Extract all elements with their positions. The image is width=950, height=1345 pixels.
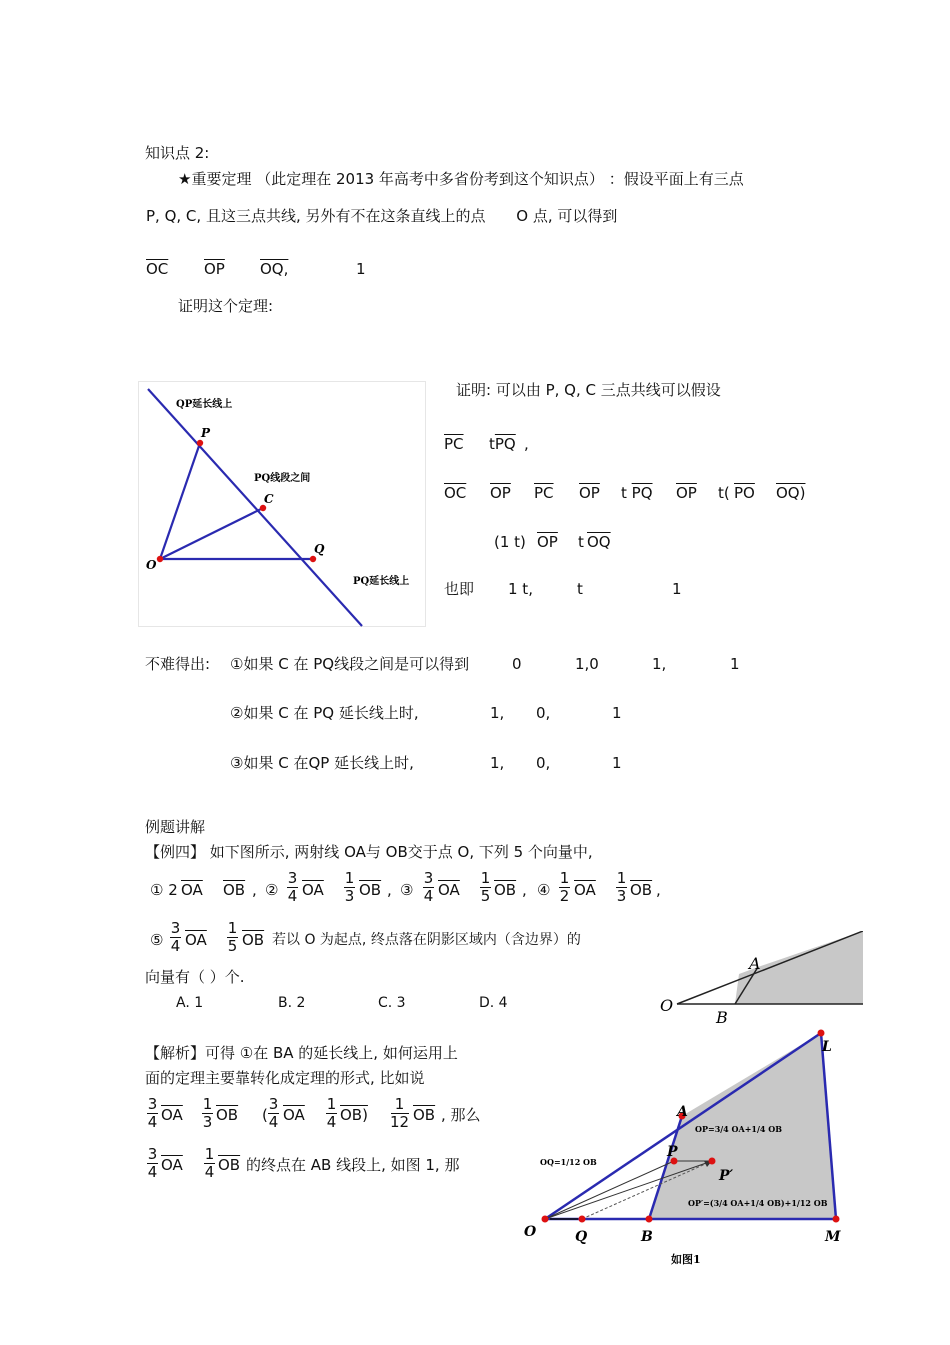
vec-oq: OQ, — [260, 260, 289, 278]
example-stem: 【例四】 如下图所示, 两射线 OA与 OB交于点 O, 下列 5 个向量中, — [145, 843, 593, 861]
opt2-label: ② — [265, 881, 279, 899]
sol-frac-1-3: 1 3 — [202, 1095, 213, 1131]
label-q: Q — [314, 542, 325, 556]
opt5-ob: $\overline{OB}$ — [242, 931, 265, 949]
o-point-text: O 点, 可以得到 — [516, 207, 618, 225]
sol-then: , 那么 — [441, 1106, 481, 1124]
opt3-label: ③ — [400, 881, 414, 899]
c1-d: 1 — [730, 655, 740, 673]
opt3-comma: , — [522, 881, 527, 899]
l4-b: t — [577, 580, 583, 598]
vec-tpq: $t\overline{PQ}$ — [489, 435, 516, 453]
fig3-point-m — [833, 1216, 840, 1223]
opt3-ob: $\overline{OB}$ — [494, 881, 517, 899]
section-heading: 知识点 2: — [145, 144, 210, 162]
proof-intro: 证明: 可以由 P, Q, C 三点共线可以假设 — [456, 381, 721, 399]
l2-tpq: t $\overline{PQ}$ — [621, 484, 653, 502]
opt1-oa: $\overline{OA}$ — [181, 881, 203, 899]
opt4-oa: $\overline{OA}$ — [574, 881, 596, 899]
figure-1 — [516, 1023, 848, 1273]
example-ask: 向量有（ ）个. — [145, 968, 245, 986]
choice-c: C. 3 — [378, 995, 406, 1011]
opt1-label: ① 2 — [150, 881, 178, 899]
vec-oc: $\overline{OC}$ — [146, 260, 169, 278]
points-line — [146, 207, 617, 225]
sol-frac-1-4-b: 1 4 — [204, 1145, 215, 1181]
conclusion-2: ②如果 C 在 PQ 延长线上时, — [230, 704, 419, 722]
example-title: 例题讲解 — [145, 818, 206, 836]
l2-op: $\overline{OP}$ — [490, 484, 511, 502]
label-a2: A — [749, 954, 761, 973]
fig3-opp-label: OP′=(3/4 OA+1/4 OB)+1/12 OB — [688, 1198, 828, 1208]
frac-3-4-a: 3 4 — [287, 869, 298, 905]
label-o2: O — [660, 996, 674, 1015]
figure-shaded-region — [657, 931, 863, 1024]
l3-oq: $\overline{OQ}$ — [587, 533, 611, 551]
fig3-point-pp — [709, 1158, 716, 1165]
frac-1-3-a: 1 3 — [344, 869, 355, 905]
l4-yeji: 也即 — [444, 580, 475, 598]
fig3-label-m: M — [825, 1229, 841, 1245]
comma1: , — [524, 435, 529, 453]
l2-pc: $\overline{PC}$ — [534, 484, 554, 502]
label-p: P — [201, 426, 211, 440]
opt1-comma: , — [252, 881, 257, 899]
opt3-oa: $\overline{OA}$ — [438, 881, 460, 899]
fig3-label-l: L — [822, 1039, 832, 1055]
point-q — [310, 556, 316, 562]
pqc-label: P, Q, C — [146, 207, 197, 225]
figure-triangle — [138, 381, 426, 627]
c2-a: 1, — [490, 704, 505, 722]
label-qp-ext: QP延长线上 — [176, 399, 233, 410]
frac-1-5: 1 5 — [480, 869, 491, 905]
l2-t: t( — [718, 484, 730, 502]
fig3-label-pp: P′ — [719, 1168, 734, 1184]
sol-frac-1-4: 1 4 — [326, 1095, 337, 1131]
c3-b: 0, — [536, 754, 551, 772]
fig3-op-label: OP=3/4 OA+1/4 OB — [695, 1124, 782, 1134]
fig3-label-o: O — [524, 1224, 537, 1240]
l2-oq: OQ) — [776, 484, 806, 502]
sol-oa: $\overline{OA}$ — [161, 1106, 183, 1124]
solution-line4: 的终点在 AB 线段上, 如图 1, 那 — [246, 1156, 460, 1174]
choice-b: B. 2 — [278, 995, 306, 1011]
opt2-oa: $\overline{OA}$ — [302, 881, 324, 899]
c1-a: 0 — [512, 655, 522, 673]
frac-1-3-b: 1 3 — [616, 869, 627, 905]
fig3-label-p: P — [667, 1144, 678, 1160]
opt5-label: ⑤ — [150, 931, 164, 949]
l2-op2: $\overline{OP}$ — [579, 484, 600, 502]
label-c: C — [264, 492, 274, 506]
l4-a: 1 t, — [508, 580, 533, 598]
sol-frac-3-4-c: 3 4 — [147, 1145, 158, 1181]
sol-oa3: $\overline{OA}$ — [161, 1156, 183, 1174]
frac-3-4-c: 3 4 — [170, 919, 181, 955]
sol-lparen: ( — [262, 1106, 268, 1124]
fig3-point-l — [818, 1030, 825, 1037]
frac-1-5-b: 1 5 — [227, 919, 238, 955]
vec-pc: $\overline{PC}$ — [444, 435, 464, 453]
l2-oc: $\overline{OC}$ — [444, 484, 467, 502]
opt4-label: ④ — [537, 881, 551, 899]
sol-frac-3-4: 3 4 — [147, 1095, 158, 1131]
label-o: O — [146, 558, 157, 572]
conclusion-1: ①如果 C 在 PQ线段之间是可以得到 — [230, 655, 470, 673]
point-p — [197, 440, 203, 446]
c2-b: 0, — [536, 704, 551, 722]
sol-frac-1-12: 1 12 — [390, 1095, 410, 1131]
l3-t: t — [578, 533, 584, 551]
l4-c: 1 — [672, 580, 682, 598]
example-tail: 若以 O 为起点, 终点落在阴影区域内（含边界）的 — [272, 932, 581, 948]
c3-c: 1 — [612, 754, 622, 772]
opt2-ob: $\overline{OB}$ — [359, 881, 382, 899]
opt2-comma: , — [387, 881, 392, 899]
point-o — [157, 556, 163, 562]
sol-ob3: $\overline{OB}$ — [413, 1106, 436, 1124]
opt4-comma: , — [656, 881, 661, 899]
solution-line2: 面的定理主要靠转化成定理的形式, 比如说 — [145, 1069, 425, 1087]
fig3-label-a: A — [677, 1104, 688, 1120]
fig3-oq-label: OQ=1/12 OB — [540, 1157, 597, 1167]
c2-c: 1 — [612, 704, 622, 722]
formula1-one: 1 — [356, 260, 366, 278]
sol-ob: $\overline{OB}$ — [216, 1106, 239, 1124]
label-pq-ext: PQ延长线上 — [353, 576, 410, 587]
opt5-oa: $\overline{OA}$ — [185, 931, 207, 949]
fig3-label-b: B — [641, 1229, 653, 1245]
l2-op3: $\overline{OP}$ — [676, 484, 697, 502]
sol-frac-3-4-b: 3 4 — [268, 1095, 279, 1131]
c1-c: 1, — [652, 655, 667, 673]
l3-op: $\overline{OP}$ — [537, 533, 558, 551]
c3-a: 1, — [490, 754, 505, 772]
l3-a: (1 t) — [494, 533, 526, 551]
label-b2: B — [716, 1008, 728, 1024]
sol-oa2: $\overline{OA}$ — [283, 1106, 305, 1124]
fig3-point-b — [646, 1216, 653, 1223]
c1-b: 1,0 — [575, 655, 599, 673]
fig3-caption: 如图1 — [671, 1253, 701, 1266]
opt1-ob: $\overline{OB}$ — [223, 881, 246, 899]
points-text: , 且这三点共线, 另外有不在这条直线上的点 — [196, 207, 486, 225]
l2-po: $\overline{PO}$ — [734, 484, 755, 502]
solution-line1: 【解析】可得 ①在 BA 的延长线上, 如何运用上 — [145, 1044, 458, 1062]
conclusion-label: 不难得出: — [145, 655, 211, 673]
frac-3-4-b: 3 4 — [423, 869, 434, 905]
frac-1-2: 1 2 — [559, 869, 570, 905]
opt4-ob: $\overline{OB}$ — [630, 881, 653, 899]
choice-d: D. 4 — [479, 995, 508, 1011]
fig3-point-o — [542, 1216, 549, 1223]
vec-op: $\overline{OP}$ — [204, 260, 225, 278]
label-pq-between: PQ线段之间 — [254, 473, 311, 484]
sol-ob2: OB) — [340, 1106, 368, 1124]
choice-a: A. 1 — [176, 995, 204, 1011]
sol-ob4: $\overline{OB}$ — [218, 1156, 241, 1174]
conclusion-3: ③如果 C 在QP 延长线上时, — [230, 754, 414, 772]
fig3-point-q — [579, 1216, 586, 1223]
fig3-label-q: Q — [575, 1229, 588, 1245]
theorem-line: ★重要定理 （此定理在 2013 年高考中多省份考到这个知识点） ：假设平面上有三点 — [178, 170, 744, 188]
prove-heading: 证明这个定理: — [178, 297, 274, 315]
